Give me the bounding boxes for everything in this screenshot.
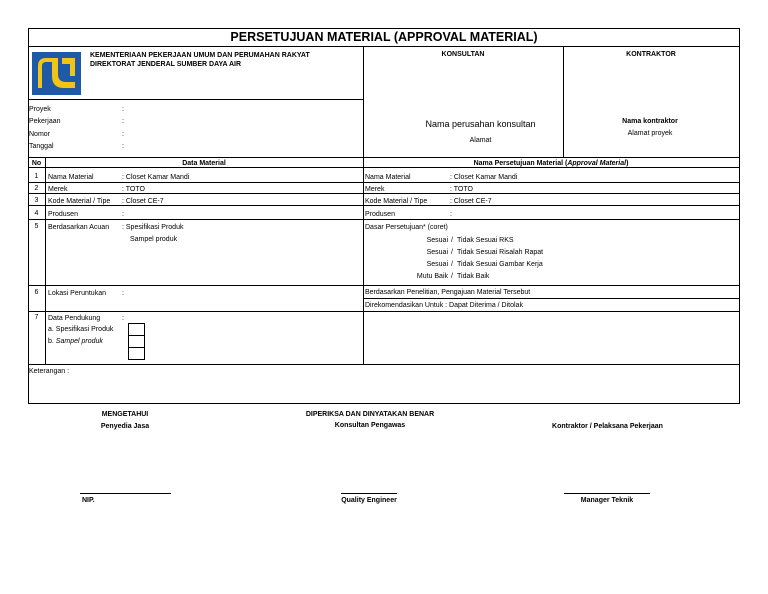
- sign-right-bottom: Manager Teknik: [580, 497, 634, 504]
- row-3-label: Kode Material / Tipe: [48, 198, 111, 205]
- approval-basis-4-left[interactable]: Mutu Baik: [416, 273, 448, 280]
- row-5-no: 5: [34, 223, 39, 230]
- approval-basis-4-right[interactable]: Tidak Baik: [457, 273, 490, 280]
- row-3-approval-label: Kode Material / Tipe: [365, 198, 428, 205]
- border-right: [739, 28, 740, 403]
- col-approval-text: Nama Persetujuan Material (: [473, 160, 568, 167]
- header-logo-divider: [28, 99, 363, 100]
- sign-left-line: [80, 493, 171, 494]
- row7-line: [28, 364, 740, 365]
- konsultan-name: Nama perusahan konsultan: [425, 119, 536, 129]
- row-3-value[interactable]: : Closet CE-7: [122, 198, 164, 205]
- row-2-no: 2: [34, 185, 39, 192]
- row-5-value-2[interactable]: Sampel produk: [130, 236, 178, 243]
- konsultan-address: Alamat: [469, 137, 492, 144]
- col-no-header: No: [31, 160, 42, 167]
- col-approval-close: ): [626, 160, 629, 167]
- sign-right-sub: Kontraktor / Pelaksana Pekerjaan: [552, 423, 663, 430]
- kontraktor-address: Alamat proyek: [627, 130, 673, 137]
- row-6-value[interactable]: :: [122, 290, 124, 297]
- row-1-no: 1: [34, 173, 39, 180]
- row6-line: [28, 311, 740, 312]
- row-2-value[interactable]: : TOTO: [122, 186, 145, 193]
- row-3-no: 3: [34, 197, 39, 204]
- checkbox-extra[interactable]: [128, 347, 145, 360]
- row-4-value[interactable]: :: [122, 211, 124, 218]
- row-7-item-b-prefix: b.: [48, 338, 56, 345]
- sign-mid-title: DIPERIKSA DAN DINYATAKAN BENAR: [305, 411, 435, 418]
- approval-basis-3-right[interactable]: Tidak Sesuai Gambar Kerja: [457, 261, 543, 268]
- row-3-approval-value[interactable]: : Closet CE-7: [450, 198, 492, 205]
- row-5-approval-title: Dasar Persetujuan* (coret): [365, 224, 448, 231]
- sign-mid-line: [341, 493, 397, 494]
- approval-basis-3-left[interactable]: Sesuai: [426, 261, 448, 268]
- row6-approval-mid-line: [363, 298, 740, 299]
- col-approval-header: [363, 159, 739, 168]
- keterangan-label: Keterangan :: [29, 368, 70, 375]
- row-7-item-b-italic: Sampel produk: [55, 338, 103, 345]
- no-column-divider: [45, 157, 46, 364]
- row-7-label: Data Pendukung: [48, 315, 101, 322]
- field-nomor-value[interactable]: :: [122, 131, 124, 138]
- field-proyek-value[interactable]: :: [122, 106, 124, 113]
- row-6-no: 6: [34, 289, 39, 296]
- field-pekerjaan-value[interactable]: :: [122, 118, 124, 125]
- row-5-label: Berdasarkan Acuan: [48, 224, 110, 231]
- form-title: PERSETUJUAN MATERIAL (APPROVAL MATERIAL): [230, 30, 538, 44]
- row-7-item-b: [48, 337, 103, 346]
- row1-line: [28, 182, 740, 183]
- row-1-approval-label: Nama Material: [365, 174, 411, 181]
- row-1-value[interactable]: : Closet Kamar Mandi: [122, 174, 190, 181]
- row-4-no: 4: [34, 210, 39, 217]
- row-6-approval-line-1: Berdasarkan Penelitian, Pengajuan Material Tersebut: [365, 289, 531, 296]
- sign-left-title: MENGETAHUI: [101, 411, 149, 418]
- approval-basis-4-sep: /: [451, 273, 453, 280]
- row-5-value-1[interactable]: : Spesifikasi Produk: [122, 224, 184, 231]
- kontraktor-label: KONTRAKTOR: [626, 51, 676, 58]
- row5-line: [28, 285, 740, 286]
- approval-basis-2-left[interactable]: Sesuai: [426, 249, 448, 256]
- approval-basis-1-sep: /: [451, 237, 453, 244]
- approval-basis-1-right[interactable]: Tidak Sesuai RKS: [457, 237, 514, 244]
- row-1-label: Nama Material: [48, 174, 94, 181]
- sign-left-bottom: NIP.: [82, 497, 95, 504]
- row-7-item-a: a. Spesifikasi Produk: [48, 326, 114, 333]
- field-nomor-label: Nomor: [29, 131, 51, 138]
- approval-basis-3-sep: /: [451, 261, 453, 268]
- sign-left-sub: Penyedia Jasa: [100, 423, 150, 430]
- field-tanggal-label: Tanggal: [29, 143, 54, 150]
- row4-line: [28, 219, 740, 220]
- row-7-no: 7: [34, 314, 39, 321]
- sign-mid-bottom: Quality Engineer: [341, 497, 397, 504]
- row-7-value[interactable]: :: [122, 315, 124, 322]
- border-bottom: [28, 403, 740, 404]
- approval-basis-1-left[interactable]: Sesuai: [426, 237, 448, 244]
- row-6-approval-line-2[interactable]: Direkomendasikan Untuk : Dapat Diterima / Ditolak: [365, 302, 523, 309]
- row-4-label: Produsen: [48, 211, 78, 218]
- row-4-approval-value[interactable]: :: [450, 211, 452, 218]
- col-data-header: Data Material: [182, 160, 226, 167]
- header-divider-1: [363, 46, 364, 364]
- field-proyek-label: Proyek: [29, 106, 51, 113]
- col-approval-italic: Approval Material: [567, 160, 627, 167]
- sign-right-line: [564, 493, 650, 494]
- header-bottom-line: [28, 157, 740, 158]
- row-6-label: Lokasi Peruntukan: [48, 290, 106, 297]
- row-2-approval-label: Merek: [365, 186, 385, 193]
- title-underline: [28, 46, 740, 47]
- konsultan-label: KONSULTAN: [441, 51, 485, 58]
- row-2-label: Merek: [48, 186, 68, 193]
- logo-icon: [32, 52, 81, 95]
- field-tanggal-value[interactable]: :: [122, 143, 124, 150]
- field-pekerjaan-label: Pekerjaan: [29, 118, 61, 125]
- ministry-line-2: DIREKTORAT JENDERAL SUMBER DAYA AIR: [90, 61, 242, 68]
- ministry-line-1: KEMENTERIAAN PEKERJAAN UMUM DAN PERUMAHAN RAKYAT: [90, 52, 310, 59]
- row-1-approval-value[interactable]: : Closet Kamar Mandi: [450, 174, 518, 181]
- row-2-approval-value[interactable]: : TOTO: [450, 186, 473, 193]
- sign-mid-sub: Konsultan Pengawas: [334, 422, 406, 429]
- approval-basis-2-sep: /: [451, 249, 453, 256]
- kontraktor-name: Nama kontraktor: [622, 118, 678, 125]
- approval-basis-2-right[interactable]: Tidak Sesuai Risalah Rapat: [457, 249, 544, 256]
- pupr-logo: [32, 52, 81, 95]
- row-4-approval-label: Produsen: [365, 211, 395, 218]
